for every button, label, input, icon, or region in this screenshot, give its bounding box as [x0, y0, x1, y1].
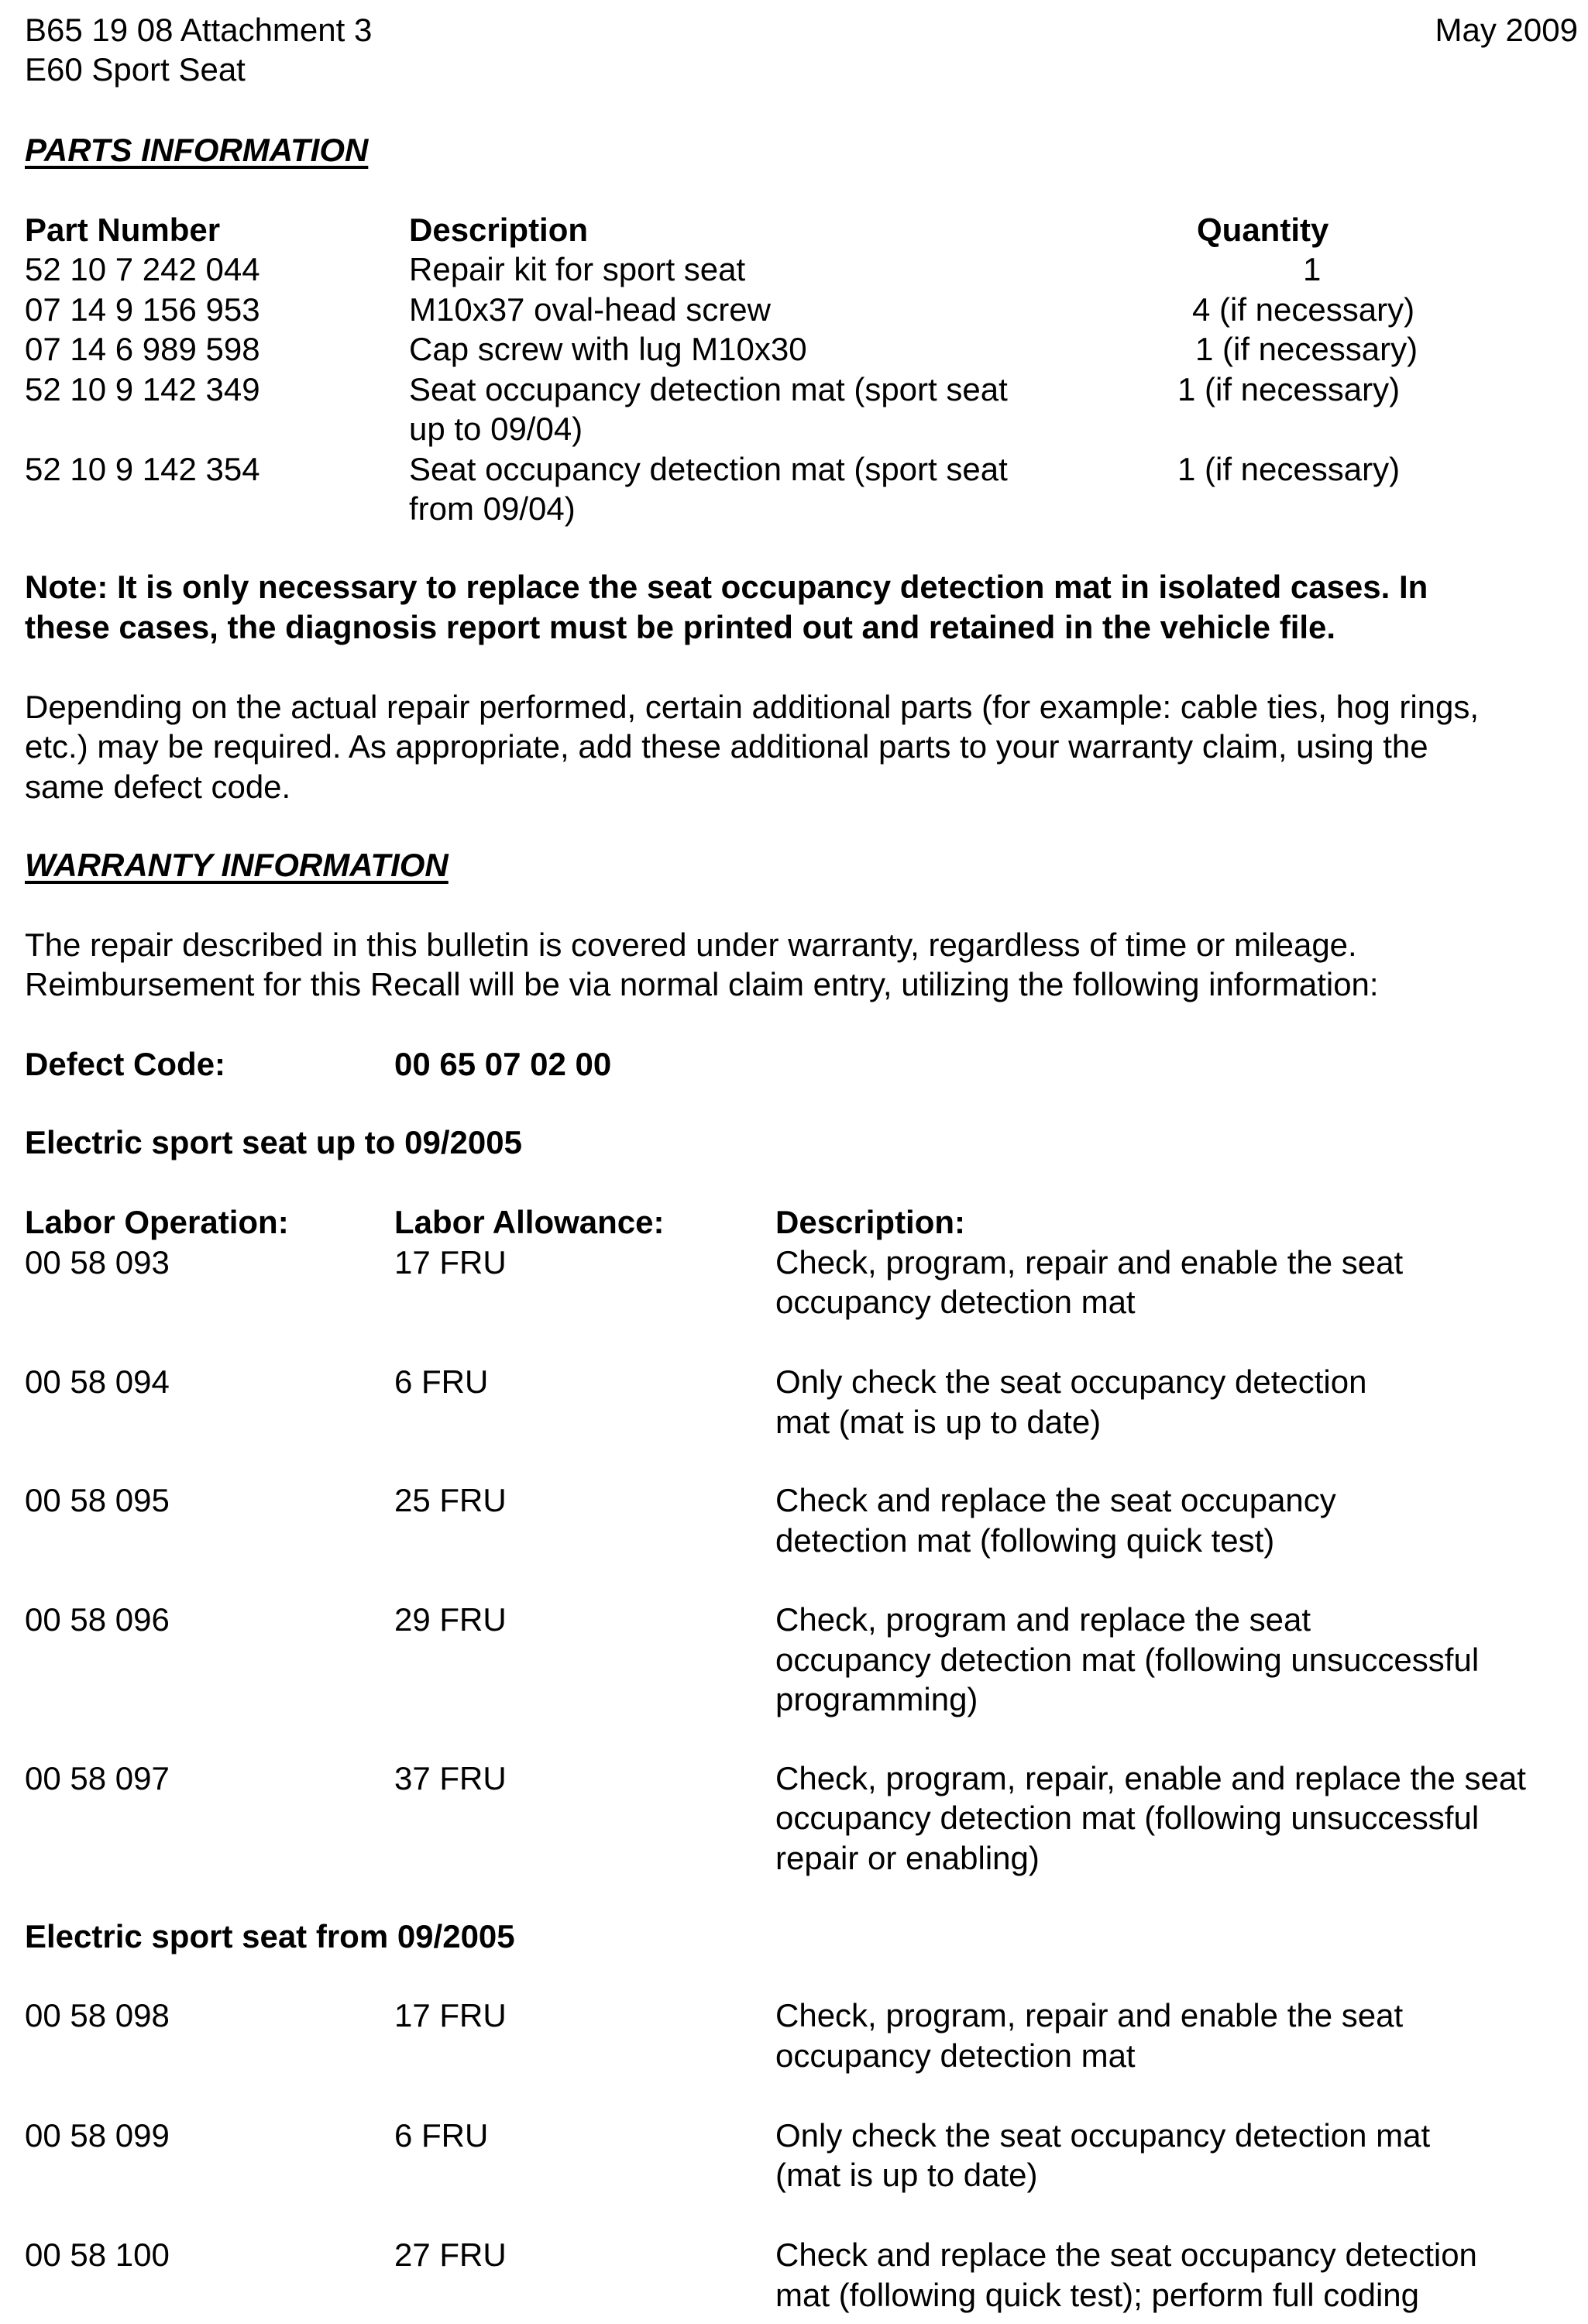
section-heading-from-2005: Electric sport seat from 09/2005: [25, 1918, 515, 1954]
part-description: Cap screw with lug M10x30: [409, 331, 807, 367]
col-quantity: Quantity: [1197, 211, 1329, 248]
section-heading-up-to-2005: Electric sport seat up to 09/2005: [25, 1124, 522, 1160]
part-description-cont: up to 09/04): [409, 411, 583, 447]
labor-description: Check and replace the seat occupancy detection: [775, 2236, 1477, 2273]
parts-heading: PARTS INFORMATION: [25, 132, 369, 168]
part-quantity: 1 (if necessary): [1177, 371, 1401, 407]
col-description: Description: [409, 211, 589, 248]
additional-parts-text: same defect code.: [25, 768, 291, 805]
labor-allowance: 25 FRU: [394, 1482, 507, 1518]
labor-description: Check, program and replace the seat: [775, 1601, 1311, 1638]
labor-allowance: 6 FRU: [394, 2117, 489, 2154]
labor-description: occupancy detection mat (following unsuccessful: [775, 1642, 1480, 1678]
warranty-intro: The repair described in this bulletin is covered under warranty, regardless of time or mileage.: [25, 927, 1357, 963]
doc-subject: E60 Sport Seat: [25, 51, 246, 88]
doc-date: May 2009: [1435, 12, 1578, 48]
labor-description: Check, program, repair and enable the seat: [775, 1244, 1404, 1281]
labor-description: occupancy detection mat: [775, 2037, 1136, 2074]
col-part-number: Part Number: [25, 211, 221, 248]
part-number: 52 10 9 142 354: [25, 451, 260, 487]
part-description-cont: from 09/04): [409, 490, 576, 527]
labor-description: detection mat (following quick test): [775, 1522, 1275, 1559]
labor-operation: 00 58 094: [25, 1363, 170, 1400]
labor-description: occupancy detection mat: [775, 1284, 1136, 1320]
labor-operation: 00 58 097: [25, 1760, 170, 1796]
col-labor-allowance: Labor Allowance:: [394, 1204, 665, 1240]
col-labor-operation: Labor Operation:: [25, 1204, 289, 1240]
labor-operation: 00 58 093: [25, 1244, 170, 1281]
note-line: these cases, the diagnosis report must be printed out and retained in the vehicle file.: [25, 609, 1336, 645]
part-quantity: 1 (if necessary): [1195, 331, 1418, 367]
part-number: 52 10 7 242 044: [25, 251, 260, 287]
labor-operation: 00 58 098: [25, 1997, 170, 2033]
defect-code-value: 00 65 07 02 00: [394, 1046, 612, 1082]
part-number: 52 10 9 142 349: [25, 371, 260, 407]
additional-parts-text: Depending on the actual repair performed, certain additional parts (for example: cable ties, hog rings,: [25, 689, 1480, 725]
labor-allowance: 27 FRU: [394, 2236, 507, 2273]
labor-operation: 00 58 100: [25, 2236, 170, 2273]
part-quantity: 4 (if necessary): [1192, 291, 1415, 328]
labor-description: occupancy detection mat (following unsuccessful: [775, 1800, 1480, 1836]
labor-allowance: 17 FRU: [394, 1997, 507, 2033]
warranty-heading: WARRANTY INFORMATION: [25, 847, 449, 883]
warranty-intro: Reimbursement for this Recall will be via normal claim entry, utilizing the following information:: [25, 966, 1379, 1002]
labor-allowance: 17 FRU: [394, 1244, 507, 1281]
labor-description: Only check the seat occupancy detection: [775, 1363, 1367, 1400]
labor-operation: 00 58 095: [25, 1482, 170, 1518]
labor-description: Only check the seat occupancy detection mat: [775, 2117, 1431, 2154]
part-quantity: 1 (if necessary): [1177, 451, 1401, 487]
col-labor-description: Description:: [775, 1204, 966, 1240]
labor-allowance: 37 FRU: [394, 1760, 507, 1796]
labor-operation: 00 58 096: [25, 1601, 170, 1638]
labor-allowance: 29 FRU: [394, 1601, 507, 1638]
defect-code-label: Defect Code:: [25, 1046, 226, 1082]
note-line: Note: It is only necessary to replace the seat occupancy detection mat in isolated cases. In: [25, 569, 1428, 605]
labor-description: (mat is up to date): [775, 2157, 1038, 2193]
part-number: 07 14 6 989 598: [25, 331, 260, 367]
labor-description: Check, program, repair and enable the seat: [775, 1997, 1404, 2033]
additional-parts-text: etc.) may be required. As appropriate, add these additional parts to your warranty claim, using the: [25, 728, 1428, 765]
labor-operation: 00 58 099: [25, 2117, 170, 2154]
labor-description: programming): [775, 1681, 978, 1717]
labor-description: repair or enabling): [775, 1840, 1040, 1876]
labor-description: mat (following quick test); perform full coding: [775, 2277, 1419, 2313]
part-number: 07 14 9 156 953: [25, 291, 260, 328]
labor-description: Check and replace the seat occupancy: [775, 1482, 1336, 1518]
labor-description: mat (mat is up to date): [775, 1404, 1102, 1440]
doc-id: B65 19 08 Attachment 3: [25, 12, 373, 48]
part-description: Seat occupancy detection mat (sport seat: [409, 451, 1008, 487]
part-description: Seat occupancy detection mat (sport seat: [409, 371, 1008, 407]
part-description: Repair kit for sport seat: [409, 251, 746, 287]
labor-description: Check, program, repair, enable and replace the seat: [775, 1760, 1526, 1796]
part-quantity: 1: [1303, 251, 1322, 287]
labor-allowance: 6 FRU: [394, 1363, 489, 1400]
part-description: M10x37 oval-head screw: [409, 291, 771, 328]
